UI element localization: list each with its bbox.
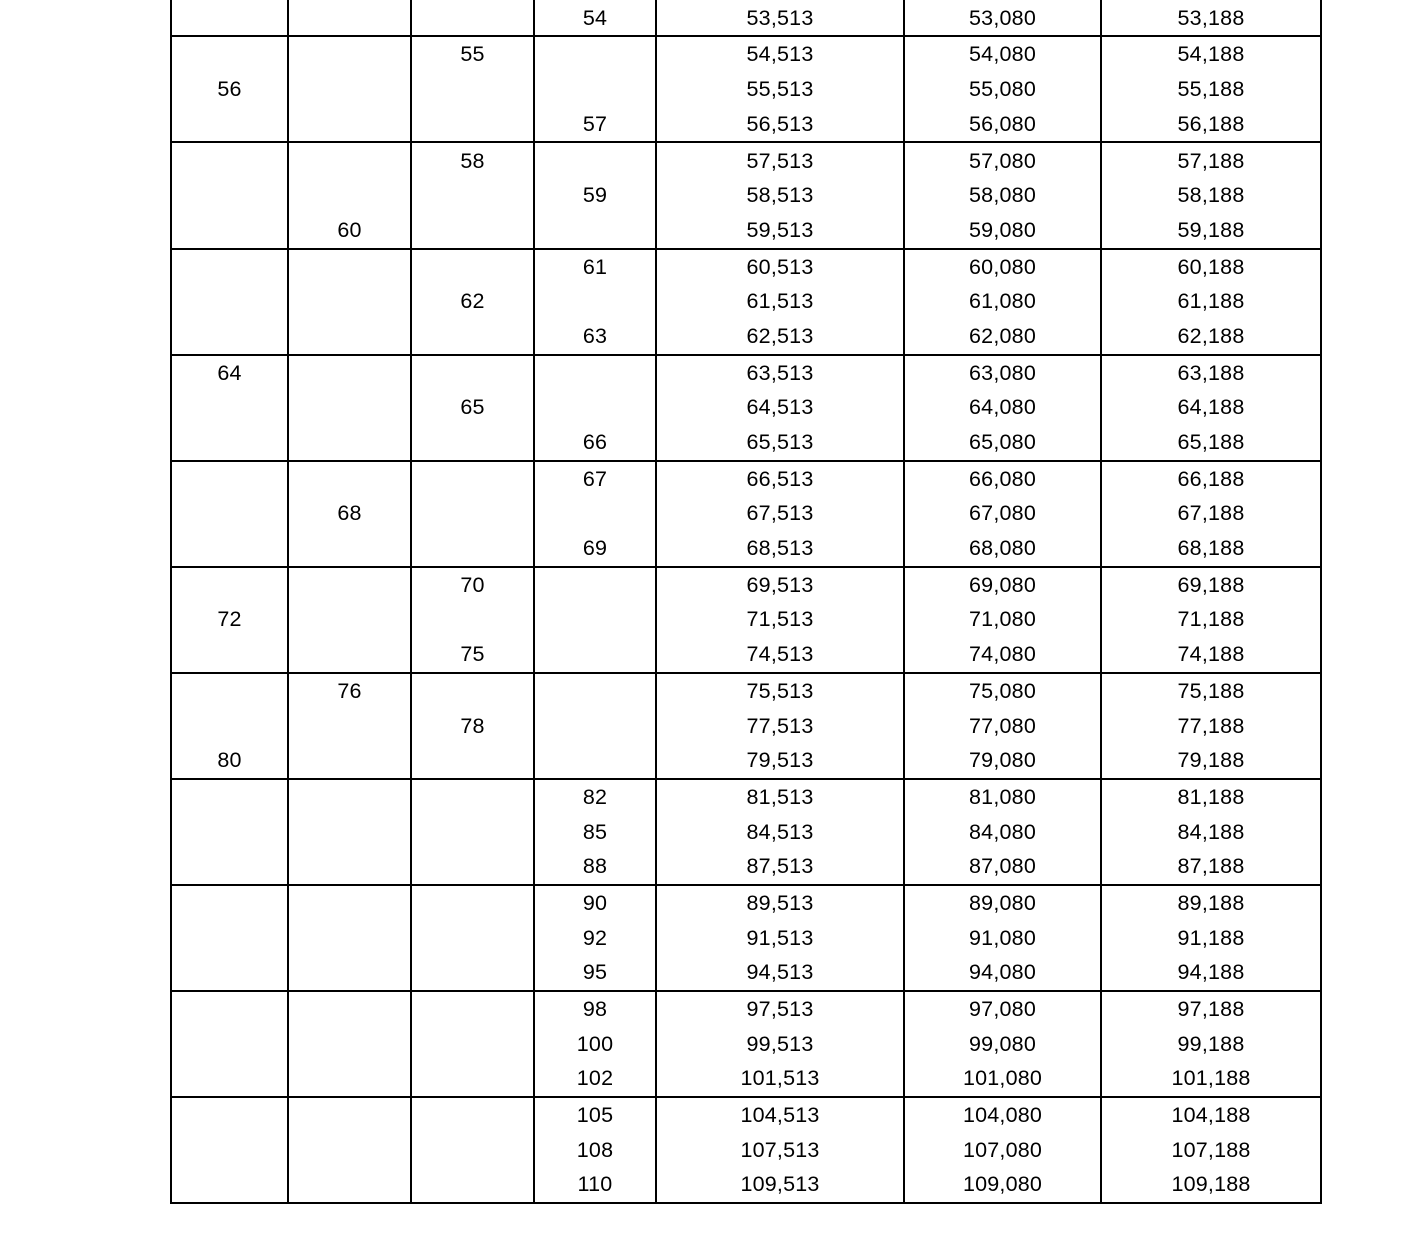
table-cell-c4: 67 xyxy=(534,461,656,497)
table-cell-c4: 105 xyxy=(534,1097,656,1133)
table-cell-c4 xyxy=(534,142,656,178)
table-cell-c7: 58,188 xyxy=(1101,178,1321,213)
table-cell-c3 xyxy=(411,319,534,355)
table-row xyxy=(171,602,1321,637)
table-cell-c6: 54,080 xyxy=(904,36,1101,72)
table-row-group xyxy=(171,567,1321,673)
table-cell-c2 xyxy=(288,249,411,285)
table-cell-c5: 81,513 xyxy=(656,779,904,815)
table-cell-c1 xyxy=(171,779,288,815)
table-cell-c5: 62,513 xyxy=(656,319,904,355)
table-cell-c4 xyxy=(534,567,656,603)
table-cell-c6: 67,080 xyxy=(904,496,1101,531)
table-cell-c4: 102 xyxy=(534,1061,656,1097)
table-cell-c3 xyxy=(411,885,534,921)
table-row-group xyxy=(171,36,1321,142)
table-cell-c5: 104,513 xyxy=(656,1097,904,1133)
table-cell-c3 xyxy=(411,425,534,461)
table-cell-c5: 63,513 xyxy=(656,355,904,391)
table-cell-c7: 54,188 xyxy=(1101,36,1321,72)
table-cell-c2 xyxy=(288,1027,411,1062)
table-cell-c7: 101,188 xyxy=(1101,1061,1321,1097)
table-cell-c3 xyxy=(411,673,534,709)
table-cell-c5: 107,513 xyxy=(656,1133,904,1168)
table-cell-c1 xyxy=(171,319,288,355)
table-cell-c2 xyxy=(288,743,411,779)
table-cell-c3 xyxy=(411,355,534,391)
table-cell-c3 xyxy=(411,1133,534,1168)
table-cell-c5: 68,513 xyxy=(656,531,904,567)
table-cell-c2 xyxy=(288,779,411,815)
table-cell-c2 xyxy=(288,319,411,355)
table-row-group xyxy=(171,779,1321,885)
table-row xyxy=(171,955,1321,991)
table-cell-c5: 53,513 xyxy=(656,1,904,37)
table-cell-c2 xyxy=(288,708,411,743)
table-cell-c7: 68,188 xyxy=(1101,531,1321,567)
table-cell-c5: 75,513 xyxy=(656,673,904,709)
table-row-group xyxy=(171,991,1321,1097)
table-cell-c7: 60,188 xyxy=(1101,249,1321,285)
table-cell-c6: 68,080 xyxy=(904,531,1101,567)
table-cell-c4: 92 xyxy=(534,921,656,956)
table-cell-c1 xyxy=(171,36,288,72)
table-cell-c7: 109,188 xyxy=(1101,1167,1321,1203)
table-cell-c5: 91,513 xyxy=(656,921,904,956)
table-cell-c5: 66,513 xyxy=(656,461,904,497)
dimension-table xyxy=(170,0,1322,1204)
table-row-group xyxy=(171,885,1321,991)
table-cell-c4: 82 xyxy=(534,779,656,815)
table-cell-c1 xyxy=(171,955,288,991)
table-cell-c4 xyxy=(534,355,656,391)
table-cell-c5: 89,513 xyxy=(656,885,904,921)
table-cell-c5: 71,513 xyxy=(656,602,904,637)
table-cell-c7: 62,188 xyxy=(1101,319,1321,355)
table-cell-c6: 104,080 xyxy=(904,1097,1101,1133)
table-cell-c3 xyxy=(411,1,534,37)
table-row xyxy=(171,249,1321,285)
table-cell-c1: 56 xyxy=(171,72,288,107)
table-row xyxy=(171,107,1321,143)
table-cell-c3: 55 xyxy=(411,36,534,72)
table-cell-c4 xyxy=(534,602,656,637)
table-cell-c2 xyxy=(288,815,411,850)
table-cell-c5: 55,513 xyxy=(656,72,904,107)
table-cell-c6: 71,080 xyxy=(904,602,1101,637)
table-cell-c7: 57,188 xyxy=(1101,142,1321,178)
table-cell-c7: 53,188 xyxy=(1101,1,1321,37)
table-row xyxy=(171,319,1321,355)
table-cell-c1 xyxy=(171,213,288,249)
table-cell-c3 xyxy=(411,107,534,143)
table-cell-c2 xyxy=(288,284,411,319)
table-cell-c3 xyxy=(411,178,534,213)
table-cell-c4: 100 xyxy=(534,1027,656,1062)
table-cell-c4: 88 xyxy=(534,849,656,885)
table-cell-c2 xyxy=(288,567,411,603)
table-cell-c2 xyxy=(288,1167,411,1203)
table-cell-c7: 89,188 xyxy=(1101,885,1321,921)
table-cell-c4: 95 xyxy=(534,955,656,991)
table-cell-c4 xyxy=(534,284,656,319)
table-cell-c1 xyxy=(171,178,288,213)
table-cell-c2 xyxy=(288,178,411,213)
table-row xyxy=(171,708,1321,743)
table-cell-c2 xyxy=(288,921,411,956)
table-row xyxy=(171,531,1321,567)
table-row-group xyxy=(171,142,1321,248)
table-cell-c2 xyxy=(288,36,411,72)
table-cell-c6: 61,080 xyxy=(904,284,1101,319)
table-cell-c4: 59 xyxy=(534,178,656,213)
table-cell-c4 xyxy=(534,390,656,425)
table-cell-c2 xyxy=(288,1133,411,1168)
table-cell-c1 xyxy=(171,637,288,673)
table-cell-c6: 81,080 xyxy=(904,779,1101,815)
table-cell-c3 xyxy=(411,213,534,249)
table-cell-c1 xyxy=(171,1061,288,1097)
table-cell-c7: 59,188 xyxy=(1101,213,1321,249)
table-cell-c4: 69 xyxy=(534,531,656,567)
table-cell-c4 xyxy=(534,72,656,107)
table-cell-c3 xyxy=(411,955,534,991)
table-cell-c5: 61,513 xyxy=(656,284,904,319)
table-row xyxy=(171,355,1321,391)
table-cell-c4 xyxy=(534,743,656,779)
table-cell-c4: 85 xyxy=(534,815,656,850)
table-cell-c7: 67,188 xyxy=(1101,496,1321,531)
table-cell-c2 xyxy=(288,142,411,178)
table-cell-c3 xyxy=(411,461,534,497)
table-cell-c3 xyxy=(411,531,534,567)
table-row-group xyxy=(171,0,1321,36)
table-cell-c5: 59,513 xyxy=(656,213,904,249)
table-cell-c2: 76 xyxy=(288,673,411,709)
table-cell-c7: 91,188 xyxy=(1101,921,1321,956)
table-cell-c4 xyxy=(534,496,656,531)
table-cell-c5: 56,513 xyxy=(656,107,904,143)
table-cell-c2 xyxy=(288,461,411,497)
table-row xyxy=(171,36,1321,72)
table-cell-c3: 70 xyxy=(411,567,534,603)
table-cell-c6: 94,080 xyxy=(904,955,1101,991)
table-cell-c4 xyxy=(534,673,656,709)
table-cell-c3 xyxy=(411,602,534,637)
table-row xyxy=(171,673,1321,709)
table-row xyxy=(171,284,1321,319)
table-cell-c4: 54 xyxy=(534,1,656,37)
table-cell-c4 xyxy=(534,213,656,249)
table-cell-c5: 99,513 xyxy=(656,1027,904,1062)
table-row xyxy=(171,213,1321,249)
table-cell-c5: 74,513 xyxy=(656,637,904,673)
table-cell-c2 xyxy=(288,885,411,921)
table-row xyxy=(171,849,1321,885)
table-cell-c5: 58,513 xyxy=(656,178,904,213)
table-cell-c7: 65,188 xyxy=(1101,425,1321,461)
table-row-group xyxy=(171,1097,1321,1203)
table-cell-c2 xyxy=(288,390,411,425)
table-row xyxy=(171,567,1321,603)
table-cell-c7: 104,188 xyxy=(1101,1097,1321,1133)
table-cell-c7: 74,188 xyxy=(1101,637,1321,673)
table-cell-c1: 64 xyxy=(171,355,288,391)
table-cell-c6: 66,080 xyxy=(904,461,1101,497)
table-row xyxy=(171,743,1321,779)
table-cell-c7: 64,188 xyxy=(1101,390,1321,425)
table-cell-c1 xyxy=(171,1027,288,1062)
table-cell-c6: 65,080 xyxy=(904,425,1101,461)
table-cell-c5: 79,513 xyxy=(656,743,904,779)
table-cell-c3 xyxy=(411,1167,534,1203)
table-cell-c7: 87,188 xyxy=(1101,849,1321,885)
table-cell-c5: 69,513 xyxy=(656,567,904,603)
table-cell-c1 xyxy=(171,708,288,743)
table-row xyxy=(171,496,1321,531)
table-cell-c1 xyxy=(171,531,288,567)
table-cell-c4 xyxy=(534,708,656,743)
table-row xyxy=(171,178,1321,213)
table-cell-c6: 62,080 xyxy=(904,319,1101,355)
table-cell-c6: 56,080 xyxy=(904,107,1101,143)
table-cell-c1 xyxy=(171,284,288,319)
table-cell-c2 xyxy=(288,425,411,461)
table-cell-c2 xyxy=(288,107,411,143)
table-cell-c5: 65,513 xyxy=(656,425,904,461)
table-cell-c1 xyxy=(171,991,288,1027)
table-cell-c6: 79,080 xyxy=(904,743,1101,779)
table-cell-c1 xyxy=(171,673,288,709)
table-cell-c3 xyxy=(411,743,534,779)
table-row xyxy=(171,991,1321,1027)
table-cell-c7: 63,188 xyxy=(1101,355,1321,391)
table-cell-c3 xyxy=(411,849,534,885)
table-row xyxy=(171,1167,1321,1203)
table-row-group xyxy=(171,355,1321,461)
table-row xyxy=(171,142,1321,178)
table-cell-c5: 54,513 xyxy=(656,36,904,72)
table-cell-c5: 87,513 xyxy=(656,849,904,885)
table-cell-c7: 107,188 xyxy=(1101,1133,1321,1168)
table-cell-c5: 60,513 xyxy=(656,249,904,285)
table-row-group xyxy=(171,673,1321,779)
table-cell-c6: 63,080 xyxy=(904,355,1101,391)
table-row xyxy=(171,885,1321,921)
table-cell-c7: 97,188 xyxy=(1101,991,1321,1027)
table-cell-c3 xyxy=(411,496,534,531)
table-cell-c6: 53,080 xyxy=(904,1,1101,37)
table-row-group xyxy=(171,461,1321,567)
table-cell-c2 xyxy=(288,637,411,673)
table-cell-c6: 84,080 xyxy=(904,815,1101,850)
table-cell-c7: 66,188 xyxy=(1101,461,1321,497)
table-cell-c1: 72 xyxy=(171,602,288,637)
table-cell-c1 xyxy=(171,815,288,850)
table-cell-c4: 63 xyxy=(534,319,656,355)
table-cell-c2 xyxy=(288,355,411,391)
table-row xyxy=(171,461,1321,497)
table-cell-c5: 101,513 xyxy=(656,1061,904,1097)
table-row xyxy=(171,637,1321,673)
table-row xyxy=(171,425,1321,461)
table-cell-c6: 109,080 xyxy=(904,1167,1101,1203)
table-cell-c1 xyxy=(171,1167,288,1203)
table-cell-c1 xyxy=(171,425,288,461)
table-cell-c1 xyxy=(171,1,288,37)
table-row xyxy=(171,1,1321,37)
table-cell-c3: 58 xyxy=(411,142,534,178)
table-cell-c3 xyxy=(411,779,534,815)
table-row xyxy=(171,72,1321,107)
table-cell-c1 xyxy=(171,461,288,497)
table-cell-c6: 97,080 xyxy=(904,991,1101,1027)
table-cell-c3 xyxy=(411,72,534,107)
table-cell-c5: 84,513 xyxy=(656,815,904,850)
table-cell-c5: 57,513 xyxy=(656,142,904,178)
table-cell-c7: 75,188 xyxy=(1101,673,1321,709)
table-cell-c7: 81,188 xyxy=(1101,779,1321,815)
table-cell-c2 xyxy=(288,531,411,567)
table-cell-c2: 68 xyxy=(288,496,411,531)
table-cell-c2 xyxy=(288,955,411,991)
table-cell-c1 xyxy=(171,496,288,531)
table-cell-c1 xyxy=(171,567,288,603)
table-cell-c4: 90 xyxy=(534,885,656,921)
table-cell-c5: 109,513 xyxy=(656,1167,904,1203)
table-row xyxy=(171,1133,1321,1168)
table-cell-c5: 94,513 xyxy=(656,955,904,991)
table-cell-c6: 57,080 xyxy=(904,142,1101,178)
table-cell-c3: 62 xyxy=(411,284,534,319)
table-cell-c4: 57 xyxy=(534,107,656,143)
table-cell-c5: 77,513 xyxy=(656,708,904,743)
table-cell-c6: 77,080 xyxy=(904,708,1101,743)
table-cell-c5: 64,513 xyxy=(656,390,904,425)
table-cell-c3 xyxy=(411,921,534,956)
table-cell-c2: 60 xyxy=(288,213,411,249)
table-cell-c6: 69,080 xyxy=(904,567,1101,603)
table-cell-c6: 107,080 xyxy=(904,1133,1101,1168)
table-cell-c7: 99,188 xyxy=(1101,1027,1321,1062)
table-cell-c7: 84,188 xyxy=(1101,815,1321,850)
table-cell-c7: 77,188 xyxy=(1101,708,1321,743)
table-cell-c3: 65 xyxy=(411,390,534,425)
table-cell-c1 xyxy=(171,921,288,956)
table-cell-c1 xyxy=(171,849,288,885)
table-row xyxy=(171,1027,1321,1062)
table-cell-c2 xyxy=(288,991,411,1027)
table-cell-c4: 61 xyxy=(534,249,656,285)
table-cell-c5: 97,513 xyxy=(656,991,904,1027)
table-cell-c6: 91,080 xyxy=(904,921,1101,956)
table-row xyxy=(171,1097,1321,1133)
table-cell-c4: 66 xyxy=(534,425,656,461)
table-cell-c6: 55,080 xyxy=(904,72,1101,107)
table-cell-c1 xyxy=(171,1097,288,1133)
table-cell-c4 xyxy=(534,36,656,72)
table-row xyxy=(171,815,1321,850)
table-cell-c4: 110 xyxy=(534,1167,656,1203)
table-cell-c6: 64,080 xyxy=(904,390,1101,425)
table-cell-c3 xyxy=(411,991,534,1027)
table-cell-c1 xyxy=(171,1133,288,1168)
table-cell-c7: 79,188 xyxy=(1101,743,1321,779)
table-cell-c2 xyxy=(288,72,411,107)
table-cell-c6: 60,080 xyxy=(904,249,1101,285)
table-cell-c6: 99,080 xyxy=(904,1027,1101,1062)
table-cell-c3: 78 xyxy=(411,708,534,743)
table-row xyxy=(171,779,1321,815)
table-cell-c1: 80 xyxy=(171,743,288,779)
table-cell-c2 xyxy=(288,849,411,885)
table-cell-c6: 58,080 xyxy=(904,178,1101,213)
table-row xyxy=(171,921,1321,956)
table-cell-c4: 98 xyxy=(534,991,656,1027)
table-cell-c3 xyxy=(411,1097,534,1133)
table-cell-c6: 89,080 xyxy=(904,885,1101,921)
table-cell-c1 xyxy=(171,249,288,285)
table-cell-c2 xyxy=(288,1097,411,1133)
table-row xyxy=(171,1061,1321,1097)
table-cell-c7: 69,188 xyxy=(1101,567,1321,603)
table-cell-c3 xyxy=(411,815,534,850)
table-cell-c7: 71,188 xyxy=(1101,602,1321,637)
table-cell-c1 xyxy=(171,142,288,178)
table-cell-c2 xyxy=(288,602,411,637)
table-cell-c1 xyxy=(171,885,288,921)
table-cell-c3 xyxy=(411,249,534,285)
table-row xyxy=(171,390,1321,425)
table-cell-c4: 108 xyxy=(534,1133,656,1168)
table-cell-c3: 75 xyxy=(411,637,534,673)
table-cell-c6: 87,080 xyxy=(904,849,1101,885)
table-cell-c1 xyxy=(171,107,288,143)
table-cell-c4 xyxy=(534,637,656,673)
table-cell-c7: 55,188 xyxy=(1101,72,1321,107)
table-cell-c1 xyxy=(171,390,288,425)
table-cell-c7: 94,188 xyxy=(1101,955,1321,991)
table-cell-c3 xyxy=(411,1061,534,1097)
table-cell-c3 xyxy=(411,1027,534,1062)
table-cell-c2 xyxy=(288,1,411,37)
table-cell-c6: 74,080 xyxy=(904,637,1101,673)
table-cell-c6: 75,080 xyxy=(904,673,1101,709)
table-cell-c2 xyxy=(288,1061,411,1097)
table-cell-c6: 59,080 xyxy=(904,213,1101,249)
table-cell-c7: 61,188 xyxy=(1101,284,1321,319)
table-cell-c7: 56,188 xyxy=(1101,107,1321,143)
table-row-group xyxy=(171,249,1321,355)
table-cell-c5: 67,513 xyxy=(656,496,904,531)
table-cell-c6: 101,080 xyxy=(904,1061,1101,1097)
